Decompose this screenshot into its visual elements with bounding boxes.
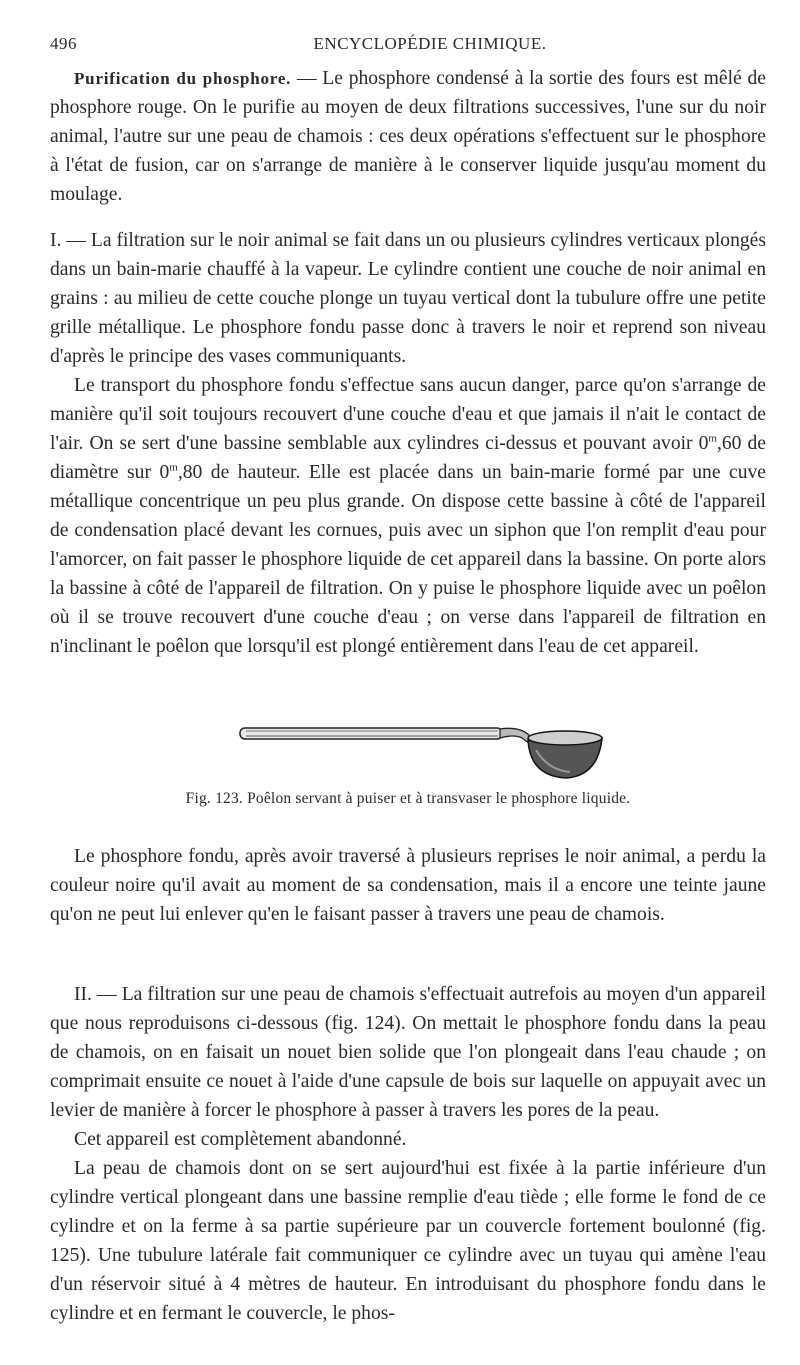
part-two-block-b [50,980,766,1328]
figure-ladle-illustration [230,716,610,786]
section-intro-paragraph [50,64,766,209]
part-two-block-a [50,842,766,929]
ladle-handle [240,728,502,739]
page-number: 496 [50,34,77,53]
paragraph-transport [50,371,766,661]
page-header [50,34,770,58]
ladle-bowl-rim [528,731,602,745]
paragraph-filtration-chamois: II. — La filtration sur une peau de chamois s'effectuait autrefois au moyen d'un appareil que nous reproduisons ci-dessous (fig. 124). On mettait le phosphore fondu dans la peau de chamois, on en faisait un nouet bien solide que l'on plongeait dans l'eau chaude ; on comprimait ensuite ce nouet à l'aide d'une capsule de bois sur laquelle on appuyait avec un levier de manière à forcer le phosphore à passer à travers les pores de la peau. [50,984,766,1121]
unit-meter-1: m [708,432,717,445]
section-heading: Purification du phosphore. [74,69,292,88]
section-intro-block [50,64,766,209]
transport-text-b: ,60 de diamètre sur 0 [50,433,767,483]
part-one-block [50,226,766,661]
section-intro-text: — Le phosphore condensé à la sortie des fours est mêlé de phosphore rouge. On le purifie au moyen de deux filtrations successives, l'une sur du noir animal, l'autre sur une peau de chamois : ces deux opérations s'effectuent sur le phosphore à l'état de fusion, car on s'arrange de manière à le conserver liquide jusqu'au moment du moulage. [50,68,766,205]
paragraph-peau-chamois: La peau de chamois dont on se sert aujourd'hui est fixée à la partie inférieure d'un cylindre vertical plongeant dans une bassine remplie d'eau tiède ; elle forme le fond de ce cylindre et on la ferme à sa partie supérieure par un couvercle fortement boulonné (fig. 125). Une tubulure latérale fait communiquer ce cylindre avec un tuyau qui amène l'eau d'un réservoir situé à 4 mètres de hauteur. En introduisant du phosphore fondu dans le cylindre et en fermant le couvercle, le phos- [50,1158,766,1324]
transport-text-a: Le transport du phosphore fondu s'effectue sans aucun danger, parce qu'on s'arrange de manière qu'il soit toujours recouvert d'une couche d'eau et que jamais il n'ait le contact de l'air. On se sert d'une bassine semblable aux cylindres ci-dessus et pouvant avoir 0 [50,375,766,454]
paragraph-abandonne: Cet appareil est complètement abandonné. [74,1129,407,1150]
paragraph-couleur: Le phosphore fondu, après avoir traversé à plusieurs reprises le noir animal, a perdu la couleur noire qu'il avait au moment de sa condensation, mais il a encore une teinte jaune qu'on ne peut lui enlever qu'en le faisant passer à travers une peau de chamois. [50,846,766,925]
running-title: ENCYCLOPÉDIE CHIMIQUE. [313,34,547,53]
figure-caption: Fig. 123. Poêlon servant à puiser et à transvaser le phosphore liquide. [185,790,631,807]
transport-text-c: ,80 de hauteur. Elle est placée dans un bain-marie formé par une cuve métallique concentrique un peu plus grande. On dispose cette bassine à côté de l'appareil de condensation placé devant les cornues, puis avec un siphon que l'on remplit d'eau pour l'amorcer, on fait passer le phosphore liquide de cet appareil dans la bassine. On porte alors la bassine à côté de l'appareil de filtration. On y puise le phosphore liquide avec un poêlon où il se trouve recouvert d'une couche d'eau ; on verse dans l'appareil de filtration en n'inclinant le poêlon que lorsqu'il est plongé entièrement dans l'eau de cet appareil. [50,462,766,657]
paragraph-filtration-noir: I. — La filtration sur le noir animal se fait dans un ou plusieurs cylindres verticaux plongés dans un bain-marie chauffé à la vapeur. Le cylindre contient une couche de noir animal en grains : au milieu de cette couche plonge un tuyau vertical dont la tubulure offre une petite grille métallique. Le phosphore fondu passe donc à travers le noir et reprend son niveau d'après le principe des vases communiquants. [50,230,766,367]
unit-meter-2: m [169,461,178,474]
